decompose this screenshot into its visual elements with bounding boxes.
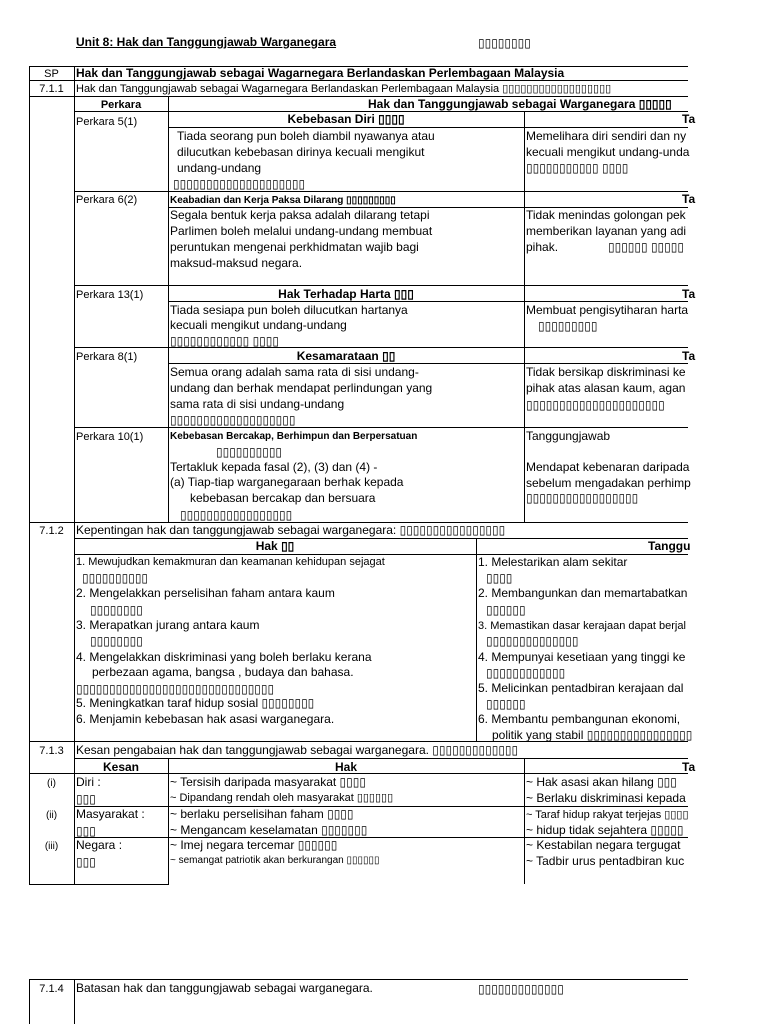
section-title: Batasan hak dan tanggungjawab sebagai warganegara. [76, 981, 373, 995]
hak-text: maksud-maksud negara. [170, 256, 303, 270]
ta-text-cn: ▯▯▯▯▯▯▯▯▯ [538, 319, 598, 333]
ta-text-cn: ▯▯▯▯▯▯▯▯▯▯▯▯▯▯▯▯▯ [526, 491, 639, 505]
ta-header: Ta [682, 349, 696, 363]
grid-line [74, 347, 688, 348]
hak-effect: ~ Mengancam keselamatan ▯▯▯▯▯▯▯ [170, 823, 368, 837]
hak-effect: ~ Dipandang rendah oleh masyarakat ▯▯▯▯▯▯ [170, 792, 394, 804]
main-title: Hak dan Tanggungjawab sebagai Wagarnegara Berlandaskan Perlembagaan Malaysia [76, 66, 565, 80]
section-number: 7.1.3 [39, 745, 64, 757]
list-item-cn: ▯▯▯▯▯▯ [486, 697, 526, 711]
section-title: Kesan pengabaian hak dan tanggungjawab sebagai warganegara. ▯▯▯▯▯▯▯▯▯▯▯▯▯ [76, 743, 519, 757]
ta-text-cn: ▯▯▯▯▯▯▯▯▯▯▯ ▯▯▯▯ [526, 161, 629, 175]
hak-text-cn: ▯▯▯▯▯▯▯▯▯▯▯▯▯▯▯▯▯ [180, 508, 293, 522]
list-item-cn: ▯▯▯▯▯▯▯▯ [90, 603, 143, 617]
hak-effect: ~ berlaku perselisihan faham ▯▯▯▯ [170, 807, 354, 821]
kesan-label: Diri : [76, 775, 101, 789]
ta-header: Ta [682, 287, 696, 301]
grid-line [168, 301, 688, 302]
kesan-label: Negara : [76, 838, 123, 852]
ta-text: Tidak menindas golongan pek [526, 208, 686, 222]
ta-text: Tidak bersikap diskriminasi ke [526, 365, 686, 379]
grid-line [29, 80, 688, 81]
ta-text: pihak. [526, 240, 559, 254]
grid-line [74, 191, 688, 192]
ta-text: Mendapat kebenaran daripada [526, 460, 690, 474]
grid-line [74, 427, 688, 428]
ta-effect: ~ Kestabilan negara tergugat [526, 838, 681, 852]
ta-text: kecuali mengikut undang-unda [526, 145, 690, 159]
list-item: 3. Merapatkan jurang antara kaum [76, 618, 260, 632]
hak-text: Semua orang adalah sama rata di sisi undang- [170, 365, 419, 379]
hak-text: peruntukan mengenai perkhidmatan wajib bagi [170, 240, 419, 254]
grid-line [168, 96, 169, 522]
ta-text-cn: ▯▯▯▯▯▯▯▯▯▯▯▯▯▯▯▯▯▯▯▯▯ [526, 398, 665, 412]
hak-title-cn: ▯▯▯▯▯▯▯▯▯▯ [216, 445, 283, 459]
ta-title: Tanggungjawab [526, 429, 611, 443]
list-item: 4. Mengelakkan diskriminasi yang boleh berlaku kerana [76, 650, 372, 664]
ta-effect: ~ Taraf hidup rakyat terjejas ▯▯▯▯ [526, 809, 689, 821]
hak-text: dilucutkan kebebasan dirinya kecuali mengikut [177, 145, 425, 159]
kesan-label: Masyarakat : [76, 807, 145, 821]
list-item: 5. Meningkatkan taraf hidup sosial ▯▯▯▯▯▯▯▯ [76, 696, 315, 710]
hak-text: kebebasan bercakap dan bersuara [190, 491, 376, 505]
unit-title-cn: ▯▯▯▯▯▯▯▯ [478, 36, 531, 50]
ta-header: Ta [682, 112, 696, 126]
perkara-label: Perkara 10(1) [76, 431, 144, 443]
grid-line [168, 363, 688, 364]
hak-text: (a) Tiap-tiap warganegaraan berhak kepada [170, 475, 404, 489]
list-item: perbezaan agama, bangsa , budaya dan bahasa. [92, 665, 354, 679]
ta-effect: ~ Hak asasi akan hilang ▯▯▯ [526, 775, 677, 789]
hak-text: sama rata di sisi undang-undang [170, 397, 345, 411]
list-item: 1. Mewujudkan kemakmuran dan keamanan kehidupan sejagat [76, 556, 385, 568]
hak-text: Tiada seorang pun boleh diambil nyawanya atau [177, 129, 435, 143]
sp-label: SP [44, 68, 59, 80]
list-item-cn: ▯▯▯▯▯▯▯▯▯▯ [82, 571, 149, 585]
ta-effect: ~ Tadbir urus pentadbiran kuc [526, 854, 685, 868]
hak-effect: ~ semangat patriotik akan berkurangan ▯▯▯▯▯▯ [170, 855, 380, 866]
grid-line [74, 979, 75, 1024]
tanggungjawab-header: Tanggu [648, 539, 691, 553]
row-number: (ii) [45, 810, 58, 821]
hak-text-cn: ▯▯▯▯▯▯▯▯▯▯▯▯▯▯▯▯▯▯▯ [170, 413, 296, 427]
list-item-cn: ▯▯▯▯▯▯ [486, 603, 526, 617]
ta-header: Ta [682, 192, 696, 206]
kesan-label-cn: ▯▯▯ [76, 855, 96, 869]
list-item-cn: ▯▯▯▯▯▯▯▯ [90, 634, 143, 648]
list-item: politik yang stabil ▯▯▯▯▯▯▯▯▯▯▯▯▯▯▯▯ [492, 728, 693, 742]
ta-text: memberikan layanan yang adi [526, 224, 687, 238]
hak-title: Keabadian dan Kerja Paksa Dilarang ▯▯▯▯▯▯▯▯▯ [170, 195, 396, 206]
grid-line [168, 758, 169, 884]
list-item-cn: ▯▯▯▯ [486, 571, 513, 585]
list-item-cn: ▯▯▯▯▯▯▯▯▯▯▯▯▯▯ [486, 634, 579, 648]
grid-line [74, 758, 688, 759]
section-number: 7.1.4 [39, 983, 64, 995]
list-item-cn: ▯▯▯▯▯▯▯▯▯▯▯▯▯▯▯▯▯▯▯▯▯▯▯▯▯▯▯▯▯▯ [76, 682, 275, 696]
ta-text: Membuat pengisytiharan harta [526, 303, 689, 317]
list-item: 4. Mempunyai kesetiaan yang tinggi ke [478, 650, 686, 664]
hak-title: Kebebasan Diri ▯▯▯▯ [287, 112, 405, 126]
ta-text-cn: ▯▯▯▯▯▯ ▯▯▯▯▯ [608, 240, 684, 254]
hak-effect: ~ Tersisih daripada masyarakat ▯▯▯▯ [170, 775, 366, 789]
section-subtitle: Hak dan Tanggungjawab sebagai Wagarnegara Berlandaskan Perlembagaan Malaysia ▯▯▯▯▯▯▯▯▯▯▯▯▯▯▯▯▯▯ [76, 83, 612, 95]
list-item: 6. Membantu pembangunan ekonomi, [478, 712, 681, 726]
list-item: 2. Mengelakkan perselisihan faham antara kaum [76, 586, 335, 600]
hak-text-cn: ▯▯▯▯▯▯▯▯▯▯▯▯▯▯▯▯▯▯▯▯ [173, 177, 306, 191]
hak-text-cn: ▯▯▯▯▯▯▯▯▯▯▯▯ ▯▯▯▯ [170, 334, 279, 348]
hak-title: Hak Terhadap Harta ▯▯▯ [278, 287, 414, 301]
ta-text: pihak atas alasan kaum, agan [526, 381, 686, 395]
hak-title: Kebebasan Bercakap, Berhimpun dan Berpersatuan [170, 431, 418, 442]
kesan-label-cn: ▯▯▯ [76, 824, 96, 838]
hak-header: Hak ▯▯ [255, 539, 295, 553]
grid-line [524, 111, 525, 522]
perkara-label: Perkara 5(1) [76, 116, 138, 128]
hak-text: undang-undang [177, 161, 262, 175]
list-item-cn: ▯▯▯▯▯▯▯▯▯▯▯▯ [486, 666, 566, 680]
ta-effect: ~ hidup tidak sejahtera ▯▯▯▯▯ [526, 823, 684, 837]
col-perkara-header: Perkara [100, 99, 142, 111]
grid-line [476, 538, 477, 741]
hak-text: undang dan berhak mendapat perlindungan yang [170, 381, 433, 395]
perkara-label: Perkara 13(1) [76, 289, 144, 301]
unit-title: Unit 8: Hak dan Tanggungjawab Warganegara [76, 35, 337, 49]
section-title: Kepentingan hak dan tanggungjawab sebagai warganegara: ▯▯▯▯▯▯▯▯▯▯▯▯▯▯▯▯ [76, 523, 506, 537]
grid-line [168, 127, 688, 128]
hak-text: Tiada sesiapa pun boleh dilucutkan hartanya [170, 303, 408, 317]
ta-text: sebelum mengadakan perhimp [526, 476, 691, 490]
section-number: 7.1.1 [39, 83, 64, 95]
grid-line [29, 979, 688, 980]
list-item: 6. Menjamin kebebasan hak asasi warganegara. [76, 712, 335, 726]
grid-line [74, 285, 688, 286]
grid-line [29, 66, 30, 884]
ta-text: Memelihara diri sendiri dan ny [526, 129, 687, 143]
grid-line [74, 806, 688, 807]
col-hak-header: Hak dan Tanggungjawab sebagai Warganegara ▯▯▯▯▯ [368, 97, 672, 111]
perkara-label: Perkara 8(1) [76, 351, 138, 363]
hak-text: Segala bentuk kerja paksa adalah dilarang tetapi [170, 208, 430, 222]
section-number: 7.1.2 [39, 525, 64, 537]
hak-text: kecuali mengikut undang-undang [170, 318, 347, 332]
list-item: 3. Memastikan dasar kerajaan dapat berjal [478, 620, 686, 632]
ta-effect: ~ Berlaku diskriminasi kepada [526, 791, 686, 805]
list-item: 5. Melicinkan pentadbiran kerajaan dal [478, 681, 684, 695]
kesan-label-cn: ▯▯▯ [76, 792, 96, 806]
hak-text: Tertakluk kepada fasal (2), (3) dan (4) - [170, 460, 378, 474]
section-title-cn: ▯▯▯▯▯▯▯▯▯▯▯▯▯ [478, 982, 564, 996]
grid-line [29, 884, 169, 885]
hak-header: Hak [334, 760, 357, 774]
hak-effect: ~ Imej negara tercemar ▯▯▯▯▯▯ [170, 838, 338, 852]
perkara-label: Perkara 6(2) [76, 194, 138, 206]
ta-header: Ta [682, 760, 696, 774]
list-item: 1. Melestarikan alam sekitar [478, 555, 628, 569]
hak-title: Kesamarataan ▯▯ [296, 349, 396, 363]
row-number: (i) [47, 778, 56, 789]
list-item: 2. Membangunkan dan memartabatkan [478, 586, 688, 600]
grid-line [524, 758, 525, 884]
kesan-header: Kesan [102, 760, 140, 774]
row-number: (iii) [44, 841, 59, 852]
hak-text: Parlimen boleh melalui undang-undang membuat [170, 224, 433, 238]
